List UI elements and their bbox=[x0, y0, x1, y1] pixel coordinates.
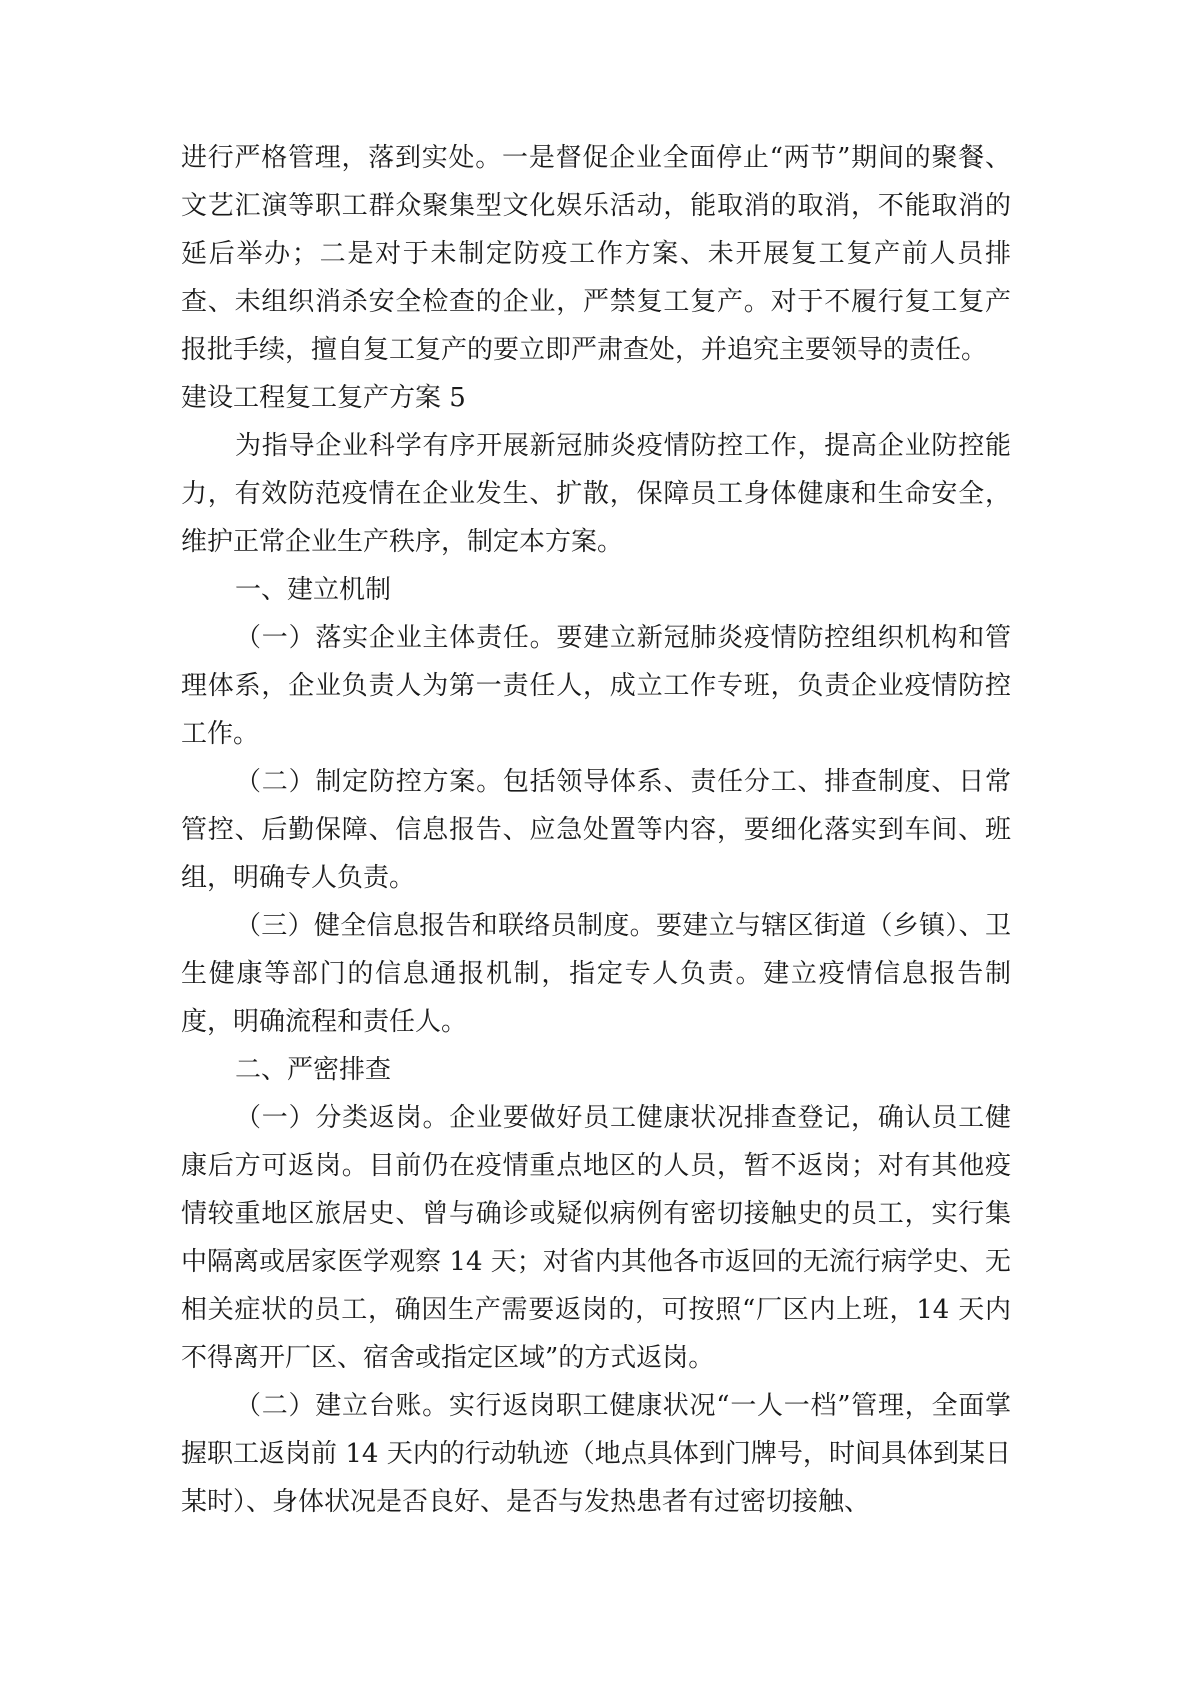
section-title: 建设工程复工复产方案 5 bbox=[181, 383, 466, 413]
paragraph-intro-continuation: 进行严格管理，落到实处。一是督促企业全面停止“两节”期间的聚餐、文艺汇演等职工群众聚集型文化娱乐活动，能取消的取消，不能取消的延后举办；二是对于未制定防疫工作方案、未开展复工复产前人员排查、未组织消杀安全检查的企业，严禁复工复产。对于不履行复工复产报批手续，擅自复工复产的要立即严肃查处，并追究主要领导的责任。 bbox=[181, 143, 1011, 365]
document-body bbox=[181, 134, 1011, 1526]
paragraph-purpose: 为指导企业科学有序开展新冠肺炎疫情防控工作，提高企业防控能力，有效防范疫情在企业发生、扩散，保障员工身体健康和生命安全，维护正常企业生产秩序，制定本方案。 bbox=[181, 431, 1011, 557]
paragraph-item-2-2: （二）建立台账。实行返岗职工健康状况“一人一档”管理，全面掌握职工返岗前 14 天内的行动轨迹（地点具体到门牌号，时间具体到某日某时）、身体状况是否良好、是否与发热患者有过密切接触、 bbox=[181, 1391, 1011, 1517]
heading-strict-screening: 二、严密排查 bbox=[235, 1055, 392, 1085]
paragraph-item-1-3: （三）健全信息报告和联络员制度。要建立与辖区街道（乡镇）、卫生健康等部门的信息通报机制，指定专人负责。建立疫情信息报告制度，明确流程和责任人。 bbox=[181, 911, 1011, 1037]
paragraph-item-1-1: （一）落实企业主体责任。要建立新冠肺炎疫情防控组织机构和管理体系，企业负责人为第一责任人，成立工作专班，负责企业疫情防控工作。 bbox=[181, 623, 1011, 749]
heading-establish-mechanism: 一、建立机制 bbox=[235, 575, 392, 605]
paragraph-item-1-2: （二）制定防控方案。包括领导体系、责任分工、排查制度、日常管控、后勤保障、信息报告、应急处置等内容，要细化落实到车间、班组，明确专人负责。 bbox=[181, 767, 1011, 893]
paragraph-item-2-1: （一）分类返岗。企业要做好员工健康状况排查登记，确认员工健康后方可返岗。目前仍在疫情重点地区的人员，暂不返岗；对有其他疫情较重地区旅居史、曾与确诊或疑似病例有密切接触史的员工，实行集中隔离或居家医学观察 14 天；对省内其他各市返回的无流行病学史、无相关症状的员工，确因生产需要返岗的，可按照“厂区内上班，14 天内不得离开厂区、宿舍或指定区域”的方式返岗。 bbox=[181, 1103, 1011, 1373]
